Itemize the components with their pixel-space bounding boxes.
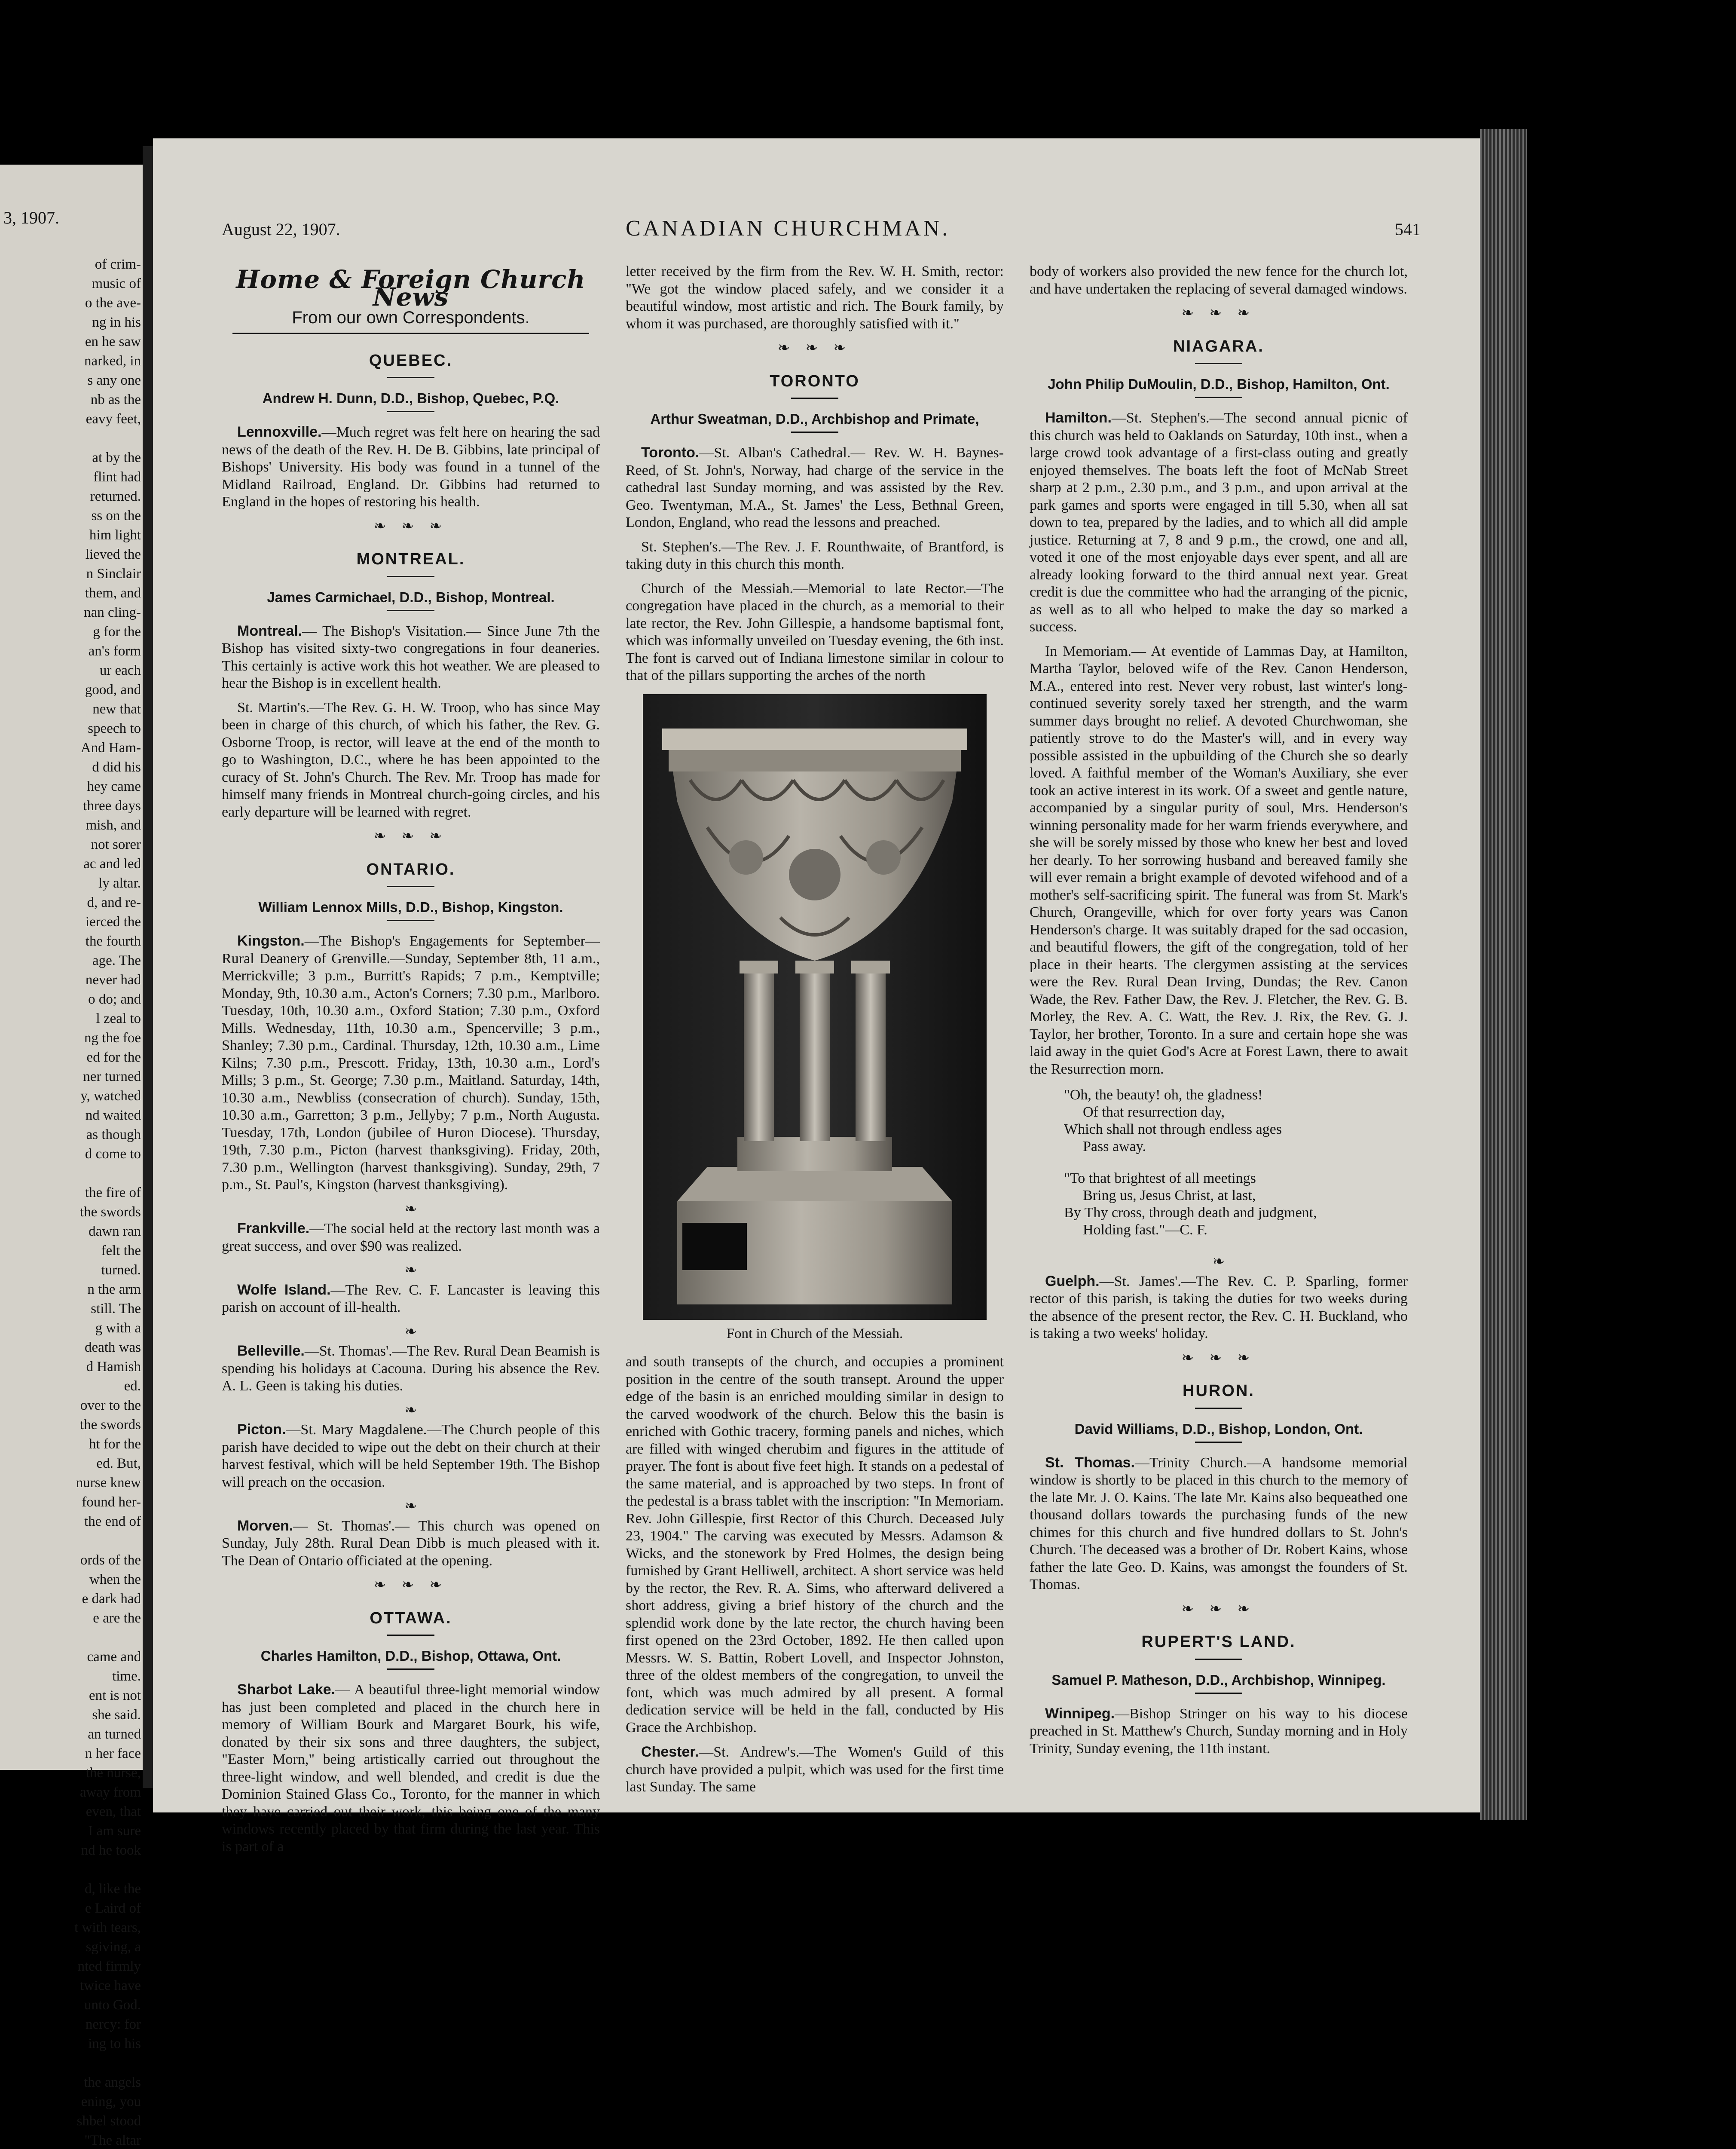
previous-page-line: I am sure: [88, 1823, 141, 1839]
previous-page-line: g for the: [93, 624, 141, 640]
leaf-ornament: ❧: [404, 1201, 417, 1217]
photo-caption: Font in Church of the Messiah.: [726, 1326, 903, 1341]
previous-page-line: the nurse,: [86, 1765, 141, 1781]
previous-page-line: t with tears,: [74, 1920, 141, 1935]
item-text: —Bishop Stringer on his way to his diocese preached in St. Matthew's Church, Sunday morning and in Holy Trinity, Sunday evening, the 11th instant.: [1030, 1705, 1408, 1757]
previous-page-line: ed for the: [86, 1050, 141, 1065]
previous-page-line: n Sinclair: [86, 566, 141, 582]
leaf-ornament: ❧: [404, 1323, 417, 1340]
previous-page-line: "The altar: [84, 2133, 141, 2148]
previous-page-line: o the ave-: [85, 295, 141, 311]
page-edges: [1480, 129, 1527, 1820]
item-text: —Much regret was felt here on hearing the sad news of the death of the Rev. H. De B. Gibbins, late principal of Bishops' University. His body was found in a tunnel of the Midland Railroad, England. Dr. Gibbins had returned to England in the hopes of restoring his health.: [222, 424, 600, 510]
previous-page-line: lieved the: [85, 547, 141, 562]
bishop-line-ottawa: Charles Hamilton, D.D., Bishop, Ottawa, Ont.: [260, 1648, 561, 1664]
divider: [387, 1635, 434, 1636]
previous-page-line: flint had: [93, 469, 141, 485]
previous-page-line: [4, 2054, 141, 2073]
previous-page-line: ly altar.: [98, 876, 141, 891]
previous-page-line: ords of the: [80, 1552, 141, 1568]
news-item-church-of-messiah: Church of the Messiah.—Memorial to late Rector.—The congregation have placed in the church, as a memorial to their late rector, the Rev. John Gillespie, a handsome baptismal font, which was informally unveiled on Tuesday evening, the 6th inst. The font is carved out of Indiana limestone similar in colour to that of the pillars supporting the arches of the north: [626, 580, 1004, 683]
previous-page-line: death was: [84, 1340, 141, 1355]
leaf-ornament: ❧: [1212, 1254, 1225, 1270]
news-item-hamilton: [1030, 409, 1408, 636]
previous-page-line: unto God.: [84, 1997, 141, 2013]
news-item-messiah-continued: and south transepts of the church, and occupies a prominent position in the centre of the south transept. Around the upper edge of the basin is an enriched moulding similar in design to the carved woodwork of the church. Below this the basin is enriched with Gothic tracery, forming panels and niches, which are filled with winged cherubim and figures in the attitude of prayer. The font is about five feet high. It stands on a pedestal of the same material, and is approached by two steps. In front of the pedestal is a brass tablet with the inscription: "In Memoriam. Rev. John Gillespie, first Rector of this Church. Deceased July 23, 1904." The carving was executed by Messrs. Adamson & Wicks, and the stonework by Fred Holmes, the design being furnished by Grant Helliwell, architect. A short service was held by the rector, the Rev. R. A. Sims, who afterward delivered a short address, giving a brief history of the church and the splendid work done by the late rector, the church having been first opened on the 23rd October, 1892. He then called upon Messrs. W. S. Battin, Robert Lovell, and Inspector Johnston, three of the oldest members of the congregation, to unveil the font, which was much admired by all present. A formal dedication service will be held in the fall, conducted by His Grace the Archbishop.: [626, 1354, 1004, 1736]
divider: [1195, 363, 1242, 364]
divider: [1195, 1408, 1242, 1409]
previous-page-line: e are the: [93, 1610, 141, 1626]
diocese-heading-huron: HURON.: [1183, 1382, 1255, 1400]
previous-page-line: came and: [87, 1649, 141, 1665]
place-name: Morven.: [237, 1517, 293, 1534]
place-name: Frankville.: [237, 1220, 310, 1237]
column-3: [1030, 263, 1408, 1764]
divider: [791, 432, 838, 433]
previous-page-line: as though: [86, 1127, 141, 1142]
item-text: —St. Mary Magdalene.—The Church people of this parish have decided to wipe out the debt on their church at their harvest festival, which will be held September 19th. The Bishop will preach on the occasion.: [222, 1422, 600, 1490]
previous-page-line: turned.: [101, 1262, 141, 1278]
previous-page-line: three days: [83, 798, 141, 814]
previous-page-line: d did his: [92, 759, 141, 775]
diocese-heading-montreal: MONTREAL.: [356, 550, 465, 568]
previous-page-line: found her-: [82, 1494, 141, 1510]
previous-page-line: [4, 1860, 141, 1880]
bishop-line-huron: David Williams, D.D., Bishop, London, Ont.: [1074, 1420, 1363, 1437]
previous-page-line: en he saw: [85, 334, 141, 349]
previous-page-line: d come to: [85, 1146, 141, 1162]
previous-page-line: at by the: [92, 450, 141, 465]
news-item-wolfe-island: [222, 1281, 600, 1316]
previous-page-line: twice have: [79, 1978, 141, 1993]
ornament-divider: ❧ ❧ ❧: [373, 828, 448, 844]
previous-page-line: ss on the: [91, 508, 141, 523]
masthead-subtitle: From our own Correspondents.: [292, 308, 530, 327]
previous-page-header: 3, 1907.: [3, 208, 59, 227]
ornament-divider: ❧ ❧ ❧: [777, 340, 852, 356]
place-name: Picton.: [237, 1421, 286, 1438]
leaf-ornament: ❧: [404, 1498, 417, 1514]
previous-page-text: [4, 255, 141, 2149]
previous-page-line: shbel stood: [76, 2113, 141, 2129]
previous-page-line: him light: [89, 527, 141, 543]
news-item-guelph: [1030, 1273, 1408, 1343]
publication-title: CANADIAN CHURCHMAN.: [626, 216, 951, 241]
previous-page-line: nercy: for: [85, 2017, 141, 2032]
previous-page-line: ng in his: [92, 315, 141, 330]
news-item-morven: [222, 1517, 600, 1570]
divider: [387, 576, 434, 577]
previous-page-line: returned.: [90, 489, 141, 504]
ornament-divider: ❧ ❧ ❧: [1181, 1601, 1256, 1617]
masthead-rule: [232, 333, 589, 334]
place-name: Lennoxville.: [237, 424, 322, 440]
news-item-lennoxville: [222, 423, 600, 511]
issue-date: August 22, 1907.: [222, 220, 340, 239]
previous-page-line: even, that: [86, 1804, 141, 1819]
news-item-winnipeg: [1030, 1705, 1408, 1758]
previous-page-line: And Ham-: [80, 740, 141, 756]
divider: [387, 610, 434, 611]
bishop-line-quebec: Andrew H. Dunn, D.D., Bishop, Quebec, P.Q.: [262, 390, 559, 406]
item-text: —St. James'.—The Rev. C. P. Sparling, former rector of this parish, is taking the duties for two weeks during the absence of the present rector, the Rev. C. H. Buckland, who is taking a two weeks' holiday.: [1030, 1273, 1408, 1341]
previous-page-line: mish, and: [86, 817, 141, 833]
place-name: St. Thomas.: [1045, 1454, 1135, 1471]
previous-page-line: good, and: [85, 682, 141, 698]
previous-page-line: [4, 429, 141, 448]
previous-page-line: them, and: [85, 585, 141, 601]
poem-line: "To that brightest of all meetings: [1064, 1170, 1256, 1186]
news-item-belleville: [222, 1342, 600, 1395]
previous-page-line: [4, 1628, 141, 1647]
item-text: —St. Thomas'.—The Rev. Rural Dean Beamish is spending his holidays at Cacouna. During his absence the Rev. A. L. Geen is taking his duties.: [222, 1343, 600, 1394]
divider: [387, 377, 434, 378]
previous-page-line: n the arm: [87, 1282, 141, 1297]
place-name: Chester.: [641, 1744, 699, 1760]
bishop-line-ruperts-land: Samuel P. Matheson, D.D., Archbishop, Winnipeg.: [1051, 1671, 1386, 1688]
previous-page-line: ng the foe: [84, 1030, 141, 1046]
poem-line: Which shall not through endless ages: [1064, 1121, 1282, 1137]
previous-page-line: an's form: [88, 643, 141, 659]
previous-page-line: ht for the: [89, 1436, 141, 1452]
previous-page-line: o do; and: [88, 992, 141, 1007]
bishop-line-montreal: James Carmichael, D.D., Bishop, Montreal.: [267, 589, 555, 605]
news-item-chester: [626, 1743, 1004, 1796]
previous-page-line: the end of: [84, 1514, 141, 1529]
news-item-picton: [222, 1421, 600, 1491]
item-text: —Trinity Church.—A handsome memorial window is shortly to be placed in this church to the memory of the late Mr. J. O. Kains. The late Mr. Kains also bequeathed one thousand dollars towards the purchasing funds of the new chimes for this church and five hundred dollars to St. John's Church. The deceased was a brother of Dr. Robert Kains, whose father the late Geo. D. Kains, was amongst the founders of St. Thomas.: [1030, 1454, 1408, 1592]
poem-line: Pass away.: [1083, 1139, 1146, 1154]
previous-page-line: speech to: [88, 721, 141, 736]
masthead-title: Home & Foreign Church News: [236, 265, 586, 312]
news-item-kingston: [222, 932, 600, 1194]
previous-page-line: the swords: [79, 1417, 141, 1433]
divider: [1195, 1442, 1242, 1443]
place-name: Kingston.: [237, 933, 305, 949]
previous-page-line: ur each: [99, 663, 141, 678]
place-name: Toronto.: [641, 444, 700, 461]
item-text: —The Bishop's Engagements for September—Rural Deanery of Grenville.—Sunday, September 8th, 11 a.m., Merrickville; 3 p.m., Burritt's Rapids; 7 p.m., Kemptville; Monday, 9th, 10.30 a.m., Acton's Corners; 7.30 p.m., Marlboro. Tuesday, 10th, 10.30 a.m., Oxford Station; 7.30 p.m., Oxford Mills. Wednesday, 11th, 10.30 a.m., Spencerville; 3 p.m., Shanley; 7.30 p.m., Cardinal. Thursday, 12th, 10.30 a.m., Lime Kilns; 7.30 p.m., Prescott. Friday, 13th, 10.30 a.m., Lord's Mills; 3 p.m., St. George; 7.30 p.m., Maitland. Saturday, 14th, 10.30 a.m., Newbliss (consecration of church). Sunday, 15th, 10.30 a.m., Garretton; 3 p.m., Jellyby; 7 p.m., North Augusta. Tuesday, 17th, London (jubilee of Huron Diocese). Thursday, 19th, 7.30 p.m., Picton (harvest thanksgiving). Friday, 20th, 7.30 p.m., Wellington (harvest thanksgiving). Sunday, 29th, 7 p.m., St. Paul's, Kingston (harvest thanksgiving).: [222, 933, 600, 1193]
previous-page-line: nd he took: [81, 1843, 141, 1858]
previous-page-line: d Hamish: [86, 1359, 141, 1375]
previous-page-line: n her face: [85, 1746, 141, 1761]
news-item-chester-continued: body of workers also provided the new fence for the church lot, and have undertaken the replacing of several damaged windows.: [1030, 263, 1408, 297]
section-masthead: [222, 265, 600, 334]
previous-page-line: an turned: [88, 1727, 141, 1742]
diocese-heading-quebec: QUEBEC.: [369, 351, 453, 370]
divider: [387, 920, 434, 921]
poem-line: Bring us, Jesus Christ, at last,: [1083, 1188, 1256, 1203]
newspaper-page: [153, 138, 1480, 1855]
previous-page-line: when the: [89, 1572, 141, 1587]
place-name: Guelph.: [1045, 1273, 1100, 1289]
page-header: [222, 216, 1421, 246]
item-text: —The Rev. C. F. Lancaster is leaving this parish on account of ill-health.: [222, 1282, 600, 1315]
divider: [387, 411, 434, 412]
leaf-ornament: ❧: [404, 1402, 417, 1418]
previous-page-line: the angels: [84, 2075, 141, 2090]
place-name: Winnipeg.: [1045, 1705, 1115, 1722]
poem-stanza-1: [1064, 1087, 1408, 1155]
previous-page-fragment: [0, 165, 143, 2148]
place-name: Wolfe Island.: [237, 1281, 331, 1298]
place-name: Sharbot Lake.: [237, 1681, 336, 1698]
previous-page-line: of crim-: [95, 257, 141, 272]
news-item-sharbot-continued: letter received by the firm from the Rev. W. H. Smith, rector: "We got the window placed safely, and we consider it a beautiful window, most artistic and rich. The Bourk family, by whom it was purchased, are thoroughly satisfied with it.": [626, 263, 1004, 332]
item-text: —The social held at the rectory last month was a great success, and over $90 was realized.: [222, 1221, 600, 1254]
column-1: [222, 267, 600, 1862]
previous-page-line: music of: [92, 276, 141, 291]
ornament-divider: ❧ ❧ ❧: [373, 518, 448, 534]
news-item-frankville: [222, 1220, 600, 1255]
previous-page-line: ed. But,: [96, 1456, 141, 1471]
previous-page-line: age. The: [92, 953, 141, 968]
poem-stanza-2: [1064, 1170, 1408, 1239]
news-item-montreal: [222, 622, 600, 692]
ornament-divider: ❧ ❧ ❧: [1181, 1350, 1256, 1366]
previous-page-line: over to the: [80, 1398, 141, 1413]
previous-page-line: ing to his: [88, 2036, 141, 2051]
divider: [1195, 1693, 1242, 1694]
previous-page-line: never had: [85, 972, 141, 988]
previous-page-line: narked, in: [84, 353, 141, 369]
previous-page-line: s any one: [87, 373, 141, 388]
previous-page-line: the swords: [79, 1204, 141, 1220]
previous-page-line: the fourth: [85, 934, 141, 949]
previous-page-line: ent is not: [89, 1688, 141, 1703]
divider: [387, 1668, 434, 1670]
item-text: — St. Thomas'.— This church was opened on Sunday, July 28th. Rural Dean Dibb is much pleased with it. The Dean of Ontario officiated at the opening.: [222, 1518, 600, 1569]
previous-page-line: l zeal to: [96, 1011, 141, 1026]
bishop-line-ontario: William Lennox Mills, D.D., Bishop, Kingston.: [258, 899, 563, 915]
divider: [1195, 1659, 1242, 1660]
previous-page-line: ac and led: [83, 856, 141, 872]
news-item-toronto: [626, 444, 1004, 532]
previous-page-line: d, and re-: [87, 895, 141, 910]
news-item-st-stephens: St. Stephen's.—The Rev. J. F. Rounthwaite, of Brantford, is taking duty in this church this month.: [626, 539, 1004, 572]
poem-line: Holding fast."—C. F.: [1083, 1222, 1207, 1238]
news-item-st-martins: St. Martin's.—The Rev. G. H. W. Troop, who has since May been in charge of this church, of which his father, the Rev. G. Osborne Troop, is rector, will leave at the end of the month to go to Washington, D.C., where he has been appointed to the curacy of St. John's Church. The Rev. Mr. Troop has made for himself many friends in Montreal church-going circles, and his early departure will be learned with regret.: [222, 699, 600, 820]
previous-page-line: sgiving, a: [86, 1939, 141, 1955]
diocese-heading-ottawa: OTTAWA.: [370, 1609, 452, 1627]
news-item-st-thomas: [1030, 1454, 1408, 1594]
diocese-heading-niagara: NIAGARA.: [1173, 337, 1264, 355]
previous-page-line: dawn ran: [89, 1224, 141, 1239]
previous-page-line: she said.: [92, 1707, 141, 1723]
previous-page-line: nurse knew: [76, 1475, 141, 1491]
page-number: 541: [1395, 220, 1421, 239]
ornament-divider: ❧ ❧ ❧: [373, 1577, 448, 1593]
previous-page-line: nan cling-: [84, 605, 141, 620]
binding-gutter: [143, 146, 153, 1788]
previous-page-line: [4, 1164, 141, 1183]
previous-page-line: away from: [79, 1785, 141, 1800]
baptismal-font-illustration: [643, 694, 987, 1320]
font-photograph: [643, 694, 987, 1320]
previous-page-line: ed.: [124, 1378, 141, 1394]
divider: [387, 886, 434, 887]
previous-page-line: nb as the: [90, 392, 141, 407]
previous-page-line: still. The: [91, 1301, 141, 1316]
diocese-heading-ontario: ONTARIO.: [366, 860, 455, 879]
item-text: —St. Alban's Cathedral.— Rev. W. H. Baynes-Reed, of St. John's, Norway, had charge of the service in the cathedral last Sunday morning, and was assisted by the Rev. Geo. Twentyman, M.A., St. James' the Less, Bethnal Green, London, England, who read the lessons and preached.: [626, 445, 1004, 530]
diocese-heading-toronto: TORONTO: [770, 372, 860, 390]
poem-line: "Oh, the beauty! oh, the gladness!: [1064, 1087, 1263, 1103]
poem-line: By Thy cross, through death and judgment,: [1064, 1205, 1317, 1221]
previous-page-line: the fire of: [85, 1185, 141, 1200]
poem-line: Of that resurrection day,: [1083, 1104, 1225, 1120]
previous-page-line: ening, you: [81, 2094, 141, 2109]
previous-page-line: eavy feet,: [86, 411, 141, 427]
news-item-in-memoriam: In Memoriam.— At eventide of Lammas Day, at Hamilton, Martha Taylor, beloved wife of the Rev. Canon Henderson, M.A., entered into rest. Never very robust, last winter's long-continued severity sorely taxed her strength, and the warm summer days brought no relief. A devoted Churchwoman, she patiently strove to do the Master's will, and in every way possible assisted in the upbuilding of the Church she so dearly loved. A faithful member of the Woman's Auxiliary, she ever took an active interest in its work. Of a sweet and gentle nature, accompanied by a singular purity of soul, Mrs. Henderson's winning personality made for her warm friends everywhere, and she will be sorely missed by those who knew her best and loved her dearly. To her sorrowing husband and bereaved family she will ever remain a bright example of devoted wifehood and of a mother's self-sacrificing spirit. The funeral was from St. Mark's Church, Orangeville, which for over forty years was Canon Henderson's charge. It was suitably draped for the sad occasion, and beautiful flowers, the gift of the congregation, told of her place in their hearts. The clergymen assisting at the services were the Rev. Rural Dean Irving, Dundas; the Rev. Canon Wade, the Rev. Father Daw, the Rev. J. Fletcher, the Rev. G. B. Morley, the Rev. A. C. Watt, the Rev. J. Rix, the Rev. G. J. Taylor, her brother, Toronto. In a sure and certain hope she was laid away in the quiet God's Acre at Forest Lawn, there to await the Resurrection morn.: [1030, 643, 1408, 1077]
previous-page-line: hey came: [87, 779, 141, 794]
ornament-divider: ❧ ❧ ❧: [1181, 305, 1256, 321]
place-name: Belleville.: [237, 1343, 305, 1359]
bishop-line-niagara: John Philip DuMoulin, D.D., Bishop, Hamilton, Ont.: [1048, 376, 1390, 392]
item-text: — A beautiful three-light memorial window has just been completed and placed in the church here in memory of William Bourk and Margaret Bourk, his wife, donated by their six sons and three daughters, the subject, "Easter Morn," being artistically carried out throughout the three-light window, and well blended, and credit is due the Dominion Stained Glass Co., Toronto, for the manner in which they have carried out their work, this being one of the many windows recently placed by that firm during the last year. This is part of a: [222, 1682, 600, 1855]
place-name: Hamilton.: [1045, 410, 1112, 426]
previous-page-line: g with a: [95, 1320, 141, 1336]
leaf-ornament: ❧: [404, 1262, 417, 1278]
bishop-line-toronto: Arthur Sweatman, D.D., Archbishop and Primate,: [650, 411, 979, 427]
previous-page-line: [4, 1531, 141, 1551]
divider: [1195, 397, 1242, 398]
previous-page-line: e Laird of: [85, 1901, 141, 1916]
place-name: Montreal.: [237, 622, 303, 639]
diocese-heading-ruperts-land: RUPERT'S LAND.: [1141, 1633, 1296, 1651]
item-text: —St. Stephen's.—The second annual picnic of this church was held to Oaklands on Saturday, 10th inst., when a large crowd took advantage of a first-class outing and greatly enjoyed themselves. The boats left the foot of McNab Street sharp at 2 p.m., 2.30 p.m., and 3 p.m., and upon arrival at the park games and sports were engaged in till 5.30, when all sat down to tea, prepared by the ladies, and to which all did ample justice. Returning at 7, 8 and 9 p.m., the crowd, one and all, voted it one of the most enjoyable days ever spent, and all are already looking forward to the third annual next year. Great credit is due the committee who had the arranging of the picnic, as well as to all who helped to make the day so marked a success.: [1030, 410, 1408, 635]
item-text: —St. Andrew's.—The Women's Guild of this church have provided a pulpit, which was used for the first time last Sunday. The same: [626, 1744, 1004, 1795]
column-2: [626, 263, 1004, 1803]
previous-page-line: time.: [112, 1668, 141, 1684]
previous-page-line: e dark had: [82, 1591, 141, 1607]
previous-page-line: new that: [92, 701, 141, 717]
item-text: — The Bishop's Visitation.— Since June 7th the Bishop has visited sixty-two congregations in four deaneries. This certainly is active work this hot weather. We are pleased to hear the Bishop is in excellent health.: [222, 623, 600, 691]
divider: [791, 398, 838, 399]
previous-page-line: ierced the: [85, 914, 141, 930]
previous-page-line: ner turned: [83, 1069, 141, 1084]
previous-page-line: nd waited: [85, 1108, 141, 1123]
previous-page-line: nted firmly: [77, 1959, 141, 1974]
previous-page-line: not sorer: [91, 837, 141, 852]
previous-page-line: y, watched: [80, 1088, 141, 1104]
memorial-poem: [1064, 1087, 1408, 1239]
previous-page-line: d, like the: [84, 1881, 141, 1897]
previous-page-line: felt the: [101, 1243, 141, 1258]
brass-tablet: [682, 1223, 747, 1270]
news-item-sharbot-lake: [222, 1681, 600, 1855]
